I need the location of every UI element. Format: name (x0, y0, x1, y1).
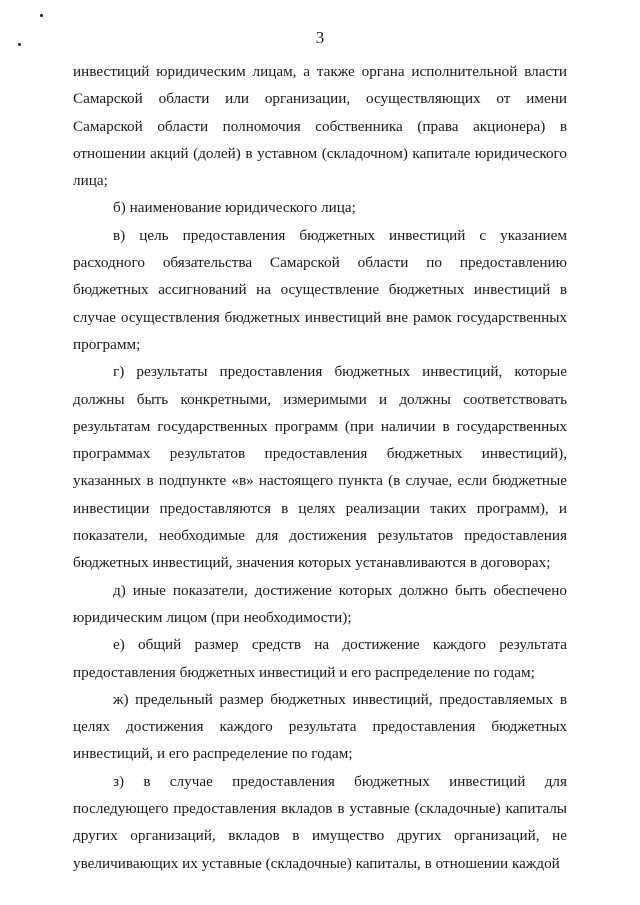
page-number: 3 (315, 28, 325, 47)
document-body (73, 58, 567, 877)
paragraph-item-z: з) в случае предоставления бюджетных инвестиций для последующего предоставления вкладов в уставные (складочные) капиталы других организаций, вкладов в имущество других организаций, не увеличивающих их уставные (складочные) капиталы, в отношении каждой (73, 772, 567, 872)
paragraph-item-g: г) результаты предоставления бюджетных инвестиций, которые должны быть конкретными, измеримыми и должны соответствовать результатам государственных программ (при наличии в государственных программах результатов предоставления бюджетных инвестиций), указанных в подпункте «в» настоящего пункта (в случае, если бюджетные инвестиции предоставляются в целях реализации таких программ), и показатели, необходимые для достижения результатов предоставления бюджетных инвестиций, значения которых устанавливаются в договорах; (73, 363, 567, 572)
scan-speck-mark (40, 14, 43, 17)
paragraph-item-b: б) наименование юридического лица; (113, 199, 356, 217)
paragraph-item-v: в) цель предоставления бюджетных инвестиций с указанием расходного обязательства Самарской области по предоставлению бюджетных ассигнований на осуществление бюджетных инвестиций в случае осуществления бюджетных инвестиций вне рамок государственных программ; (73, 226, 567, 353)
paragraph-item-e: е) общий размер средств на достижение каждого результата предоставления бюджетных инвестиций и его распределение по годам; (73, 636, 567, 681)
paragraph-item-zh: ж) предельный размер бюджетных инвестиций, предоставляемых в целях достижения каждого результата предоставления бюджетных инвестиций, и его распределение по годам; (73, 690, 567, 763)
paragraph-continuation: инвестиций юридическим лицам, а также органа исполнительной власти Самарской области или организации, осуществляющих от имени Самарской области полномочия собственника (права акционера) в отношении акций (долей) в уставном (складочном) капитале юридического лица; (73, 63, 567, 190)
paragraph-item-d: д) иные показатели, достижение которых должно быть обеспечено юридическим лицом (при необходимости); (73, 581, 567, 626)
